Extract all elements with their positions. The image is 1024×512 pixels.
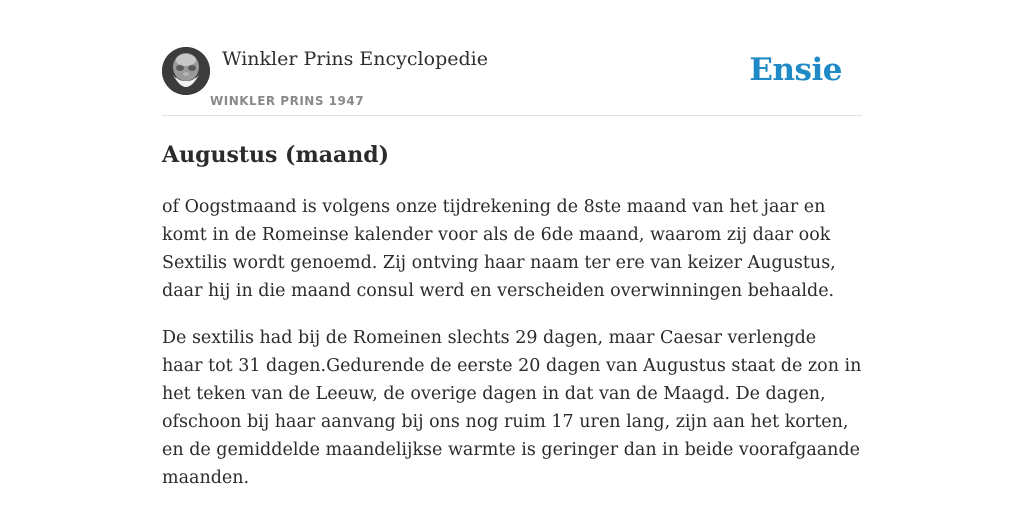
source-header bbox=[162, 46, 862, 116]
source-subtitle: WINKLER PRINS 1947 bbox=[210, 94, 365, 108]
source-title[interactable]: Winkler Prins Encyclopedie bbox=[222, 48, 488, 70]
article-body bbox=[162, 193, 862, 511]
article-paragraph: of Oogstmaand is volgens onze tijdrekening de 8ste maand van het jaar en komt in de Romeinse kalender voor als de 6de maand, waarom zij daar ook Sextilis wordt genoemd. Zij ontving haar naam ter ere van keizer Augustus, daar hij in die maand consul werd en verscheiden overwinningen behaalde. bbox=[162, 197, 836, 301]
brand-logo[interactable]: Ensie bbox=[749, 52, 842, 88]
article-paragraph: De sextilis had bij de Romeinen slechts 29 dagen, maar Caesar verlengde haar tot 31 dagen.Gedurende de eerste 20 dagen van Augustus staat de zon in het teken van de Leeuw, de overige dagen in dat van de Maagd. De dagen, ofschoon bij haar aanvang bij ons nog ruim 17 uren lang, zijn aan het korten, en de gemiddelde maandelijkse warmte is geringer dan in beide voorafgaande maanden. bbox=[162, 328, 862, 488]
avatar-image bbox=[162, 47, 210, 95]
bearded-man-portrait-icon[interactable] bbox=[162, 47, 210, 95]
article-title: Augustus (maand) bbox=[162, 142, 390, 168]
